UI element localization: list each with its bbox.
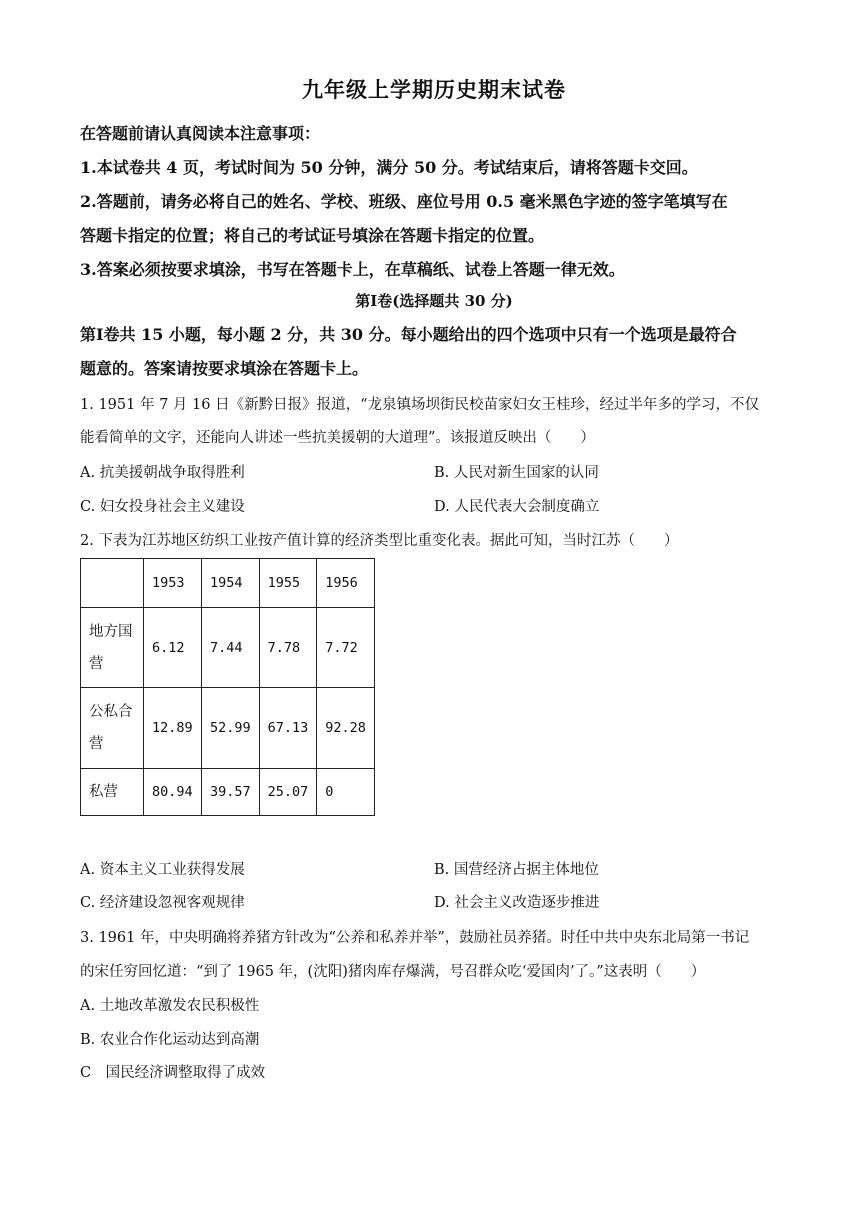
row-label [81, 688, 144, 769]
notice-item-3: 3.答案必须按要求填涂，书写在答题卡上，在草稿纸、试卷上答题一律无效。 [80, 260, 625, 279]
page-title: 九年级上学期历史期末试卷 [302, 77, 566, 102]
table-header-cell: 1954 [202, 559, 260, 608]
section-intro-line-2: 题意的。答案请按要求填涂在答题卡上。 [80, 359, 369, 378]
q3-option-c: C 国民经济调整取得了成效 [80, 1065, 266, 1081]
table-cell: 92.28 [317, 688, 375, 769]
row-label-line-2: 营 [89, 736, 104, 752]
table-cell: 7.78 [259, 608, 317, 688]
table-cell: 52.99 [202, 688, 260, 769]
table-cell: 12.89 [144, 688, 202, 769]
q3-option-a: A. 土地改革激发农民积极性 [80, 998, 260, 1014]
row-label-line-1: 私营 [89, 784, 118, 800]
table-header-cell: 1953 [144, 559, 202, 608]
table-cell: 7.44 [202, 608, 260, 688]
table-cell: 0 [317, 769, 375, 816]
q1-option-c: C. 妇女投身社会主义建设 [80, 499, 245, 515]
q2-option-c: C. 经济建设忽视客观规律 [80, 895, 245, 911]
q1-stem-line-2: 能看简单的文字，还能向人讲述一些抗美援朝的大道理”。该报道反映出（ ） [80, 430, 595, 446]
section-title: 第Ⅰ卷(选择题共 30 分) [355, 292, 513, 310]
row-label [81, 608, 144, 688]
row-label-line-1: 地方国 [89, 623, 133, 640]
table-cell: 67.13 [259, 688, 317, 769]
table-row [81, 688, 375, 769]
q2-data-table [80, 558, 375, 816]
table-row [81, 769, 375, 816]
table-cell: 7.72 [317, 608, 375, 688]
notice-heading: 在答题前请认真阅读本注意事项： [80, 124, 321, 143]
q3-option-b: B. 农业合作化运动达到高潮 [80, 1032, 260, 1048]
row-label [81, 769, 144, 816]
q2-option-a: A. 资本主义工业获得发展 [80, 862, 245, 878]
row-label-line-2: 营 [89, 655, 104, 672]
table-cell: 39.57 [202, 769, 260, 816]
table-cell: 25.07 [259, 769, 317, 816]
q1-stem-line-1: 1. 1951 年 7 月 16 日《新黔日报》报道，“龙泉镇场坝街民校苗家妇女王桂珍，经过半年多的学习，不仅 [80, 397, 759, 413]
table-header-cell: 1956 [317, 559, 375, 608]
q3-stem-line-2: 的宋任穷回忆道：“到了 1965 年，(沈阳)猪肉库存爆满，号召群众吃‘爱国肉’了。”这表明（ ） [80, 964, 706, 980]
q3-stem-line-1: 3. 1961 年，中央明确将养猪方针改为“公养和私养并举”，鼓励社员养猪。时任中共中央东北局第一书记 [80, 930, 750, 946]
table-header-cell: 1955 [259, 559, 317, 608]
q2-option-d: D. 社会主义改造逐步推进 [434, 895, 600, 911]
q2-option-b: B. 国营经济占据主体地位 [434, 862, 599, 878]
table-header-row [81, 559, 375, 608]
notice-item-2-cont: 答题卡指定的位置；将自己的考试证号填涂在答题卡指定的位置。 [80, 226, 545, 245]
notice-item-1: 1.本试卷共 4 页，考试时间为 50 分钟，满分 50 分。考试结束后，请将答题卡交回。 [80, 158, 698, 177]
table-row [81, 608, 375, 688]
q1-option-b: B. 人民对新生国家的认同 [434, 465, 599, 481]
row-label-line-1: 公私合 [89, 704, 133, 720]
table-header-corner [81, 559, 144, 608]
q1-option-a: A. 抗美援朝战争取得胜利 [80, 465, 245, 481]
notice-item-2: 2.答题前，请务必将自己的姓名、学校、班级、座位号用 0.5 毫米黑色字迹的签字笔填写在 [80, 192, 728, 211]
q1-option-d: D. 人民代表大会制度确立 [434, 499, 600, 515]
q2-stem: 2. 下表为江苏地区纺织工业按产值计算的经济类型比重变化表。据此可知，当时江苏（ ） [80, 533, 679, 549]
section-intro-line-1: 第Ⅰ卷共 15 小题，每小题 2 分，共 30 分。每小题给出的四个选项中只有一个选项是最符合 [80, 325, 737, 344]
table-cell: 80.94 [144, 769, 202, 816]
table-cell: 6.12 [144, 608, 202, 688]
